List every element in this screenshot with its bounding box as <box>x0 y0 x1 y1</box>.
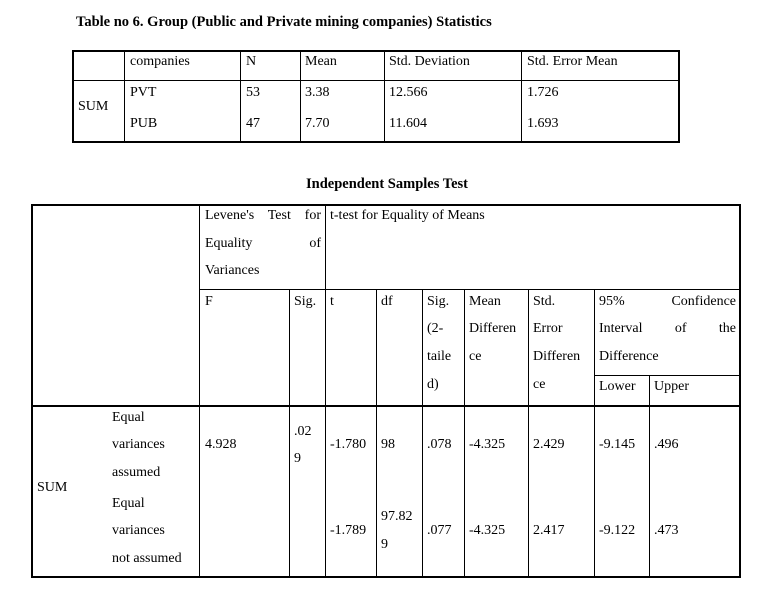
header-sig-2-tailed: (2- <box>427 321 444 336</box>
levene-header-line: Variances <box>205 263 260 278</box>
row-group-label: SUM <box>37 480 68 495</box>
cell-t: -1.780 <box>330 437 367 452</box>
header-upper: Upper <box>654 379 689 394</box>
header-t: t <box>330 294 334 309</box>
cell-lower: -9.122 <box>599 523 636 538</box>
cell-f: 4.928 <box>205 437 237 452</box>
cell-mean: 3.38 <box>305 85 330 100</box>
cell-upper: .473 <box>654 523 679 538</box>
header-std-deviation: Std. Deviation <box>389 54 470 69</box>
row-label-line: variances <box>112 523 165 538</box>
cell-std-error-difference: 2.429 <box>533 437 565 452</box>
independent-samples-title: Independent Samples Test <box>306 176 468 192</box>
cell-company: PUB <box>130 116 158 131</box>
cell-sig: .02 <box>294 424 312 439</box>
row-label-line: assumed <box>112 465 161 480</box>
cell-std-error-mean: 1.693 <box>527 116 559 131</box>
header-std-error-difference: Differen <box>533 349 581 364</box>
cell-df: 97.82 <box>381 509 413 524</box>
cell-mean: 7.70 <box>305 116 330 131</box>
cell-company: PVT <box>130 85 157 100</box>
header-lower: Lower <box>599 379 636 394</box>
cell-sig-2-tailed: .078 <box>427 437 452 452</box>
header-confidence-interval: 95% Confidence <box>599 294 736 309</box>
header-df: df <box>381 294 393 309</box>
header-mean-difference: Mean <box>469 294 501 309</box>
header-n: N <box>246 54 257 69</box>
header-confidence-interval: Interval of the <box>599 321 736 336</box>
group-statistics-title: Table no 6. Group (Public and Private mining companies) Statistics <box>76 14 492 30</box>
header-mean-difference: ce <box>469 349 482 364</box>
row-label-line: not assumed <box>112 551 182 566</box>
cell-t: -1.789 <box>330 523 367 538</box>
header-std-error-mean: Std. Error Mean <box>527 54 618 69</box>
header-f: F <box>205 294 213 309</box>
header-mean: Mean <box>305 54 337 69</box>
header-companies: companies <box>130 54 190 69</box>
header-std-error-difference: Error <box>533 321 563 336</box>
header-sig-2-tailed: d) <box>427 377 439 392</box>
cell-std-error-mean: 1.726 <box>527 85 559 100</box>
cell-df: 9 <box>381 537 388 552</box>
header-sig-2-tailed: taile <box>427 349 452 364</box>
cell-df: 98 <box>381 437 395 452</box>
cell-upper: .496 <box>654 437 679 452</box>
cell-sig: 9 <box>294 451 301 466</box>
cell-lower: -9.145 <box>599 437 636 452</box>
header-sig-2-tailed: Sig. <box>427 294 450 309</box>
header-mean-difference: Differen <box>469 321 517 336</box>
ttest-header: t-test for Equality of Means <box>330 208 485 223</box>
header-std-error-difference: Std. <box>533 294 556 309</box>
cell-mean-difference: -4.325 <box>469 523 506 538</box>
cell-n: 47 <box>246 116 260 131</box>
row-label-line: Equal <box>112 496 145 511</box>
levene-header-line: Levene's Test for <box>205 208 321 223</box>
cell-n: 53 <box>246 85 260 100</box>
header-confidence-interval: Difference <box>599 349 659 364</box>
header-std-error-difference: ce <box>533 377 546 392</box>
row-label-line: Equal <box>112 410 145 425</box>
cell-std-deviation: 12.566 <box>389 85 428 100</box>
row-group-label: SUM <box>78 99 109 114</box>
row-label-line: variances <box>112 437 165 452</box>
header-sig: Sig. <box>294 294 317 309</box>
cell-std-error-difference: 2.417 <box>533 523 565 538</box>
levene-header-line: Equality of <box>205 236 321 251</box>
cell-mean-difference: -4.325 <box>469 437 506 452</box>
cell-sig-2-tailed: .077 <box>427 523 452 538</box>
cell-std-deviation: 11.604 <box>389 116 427 131</box>
